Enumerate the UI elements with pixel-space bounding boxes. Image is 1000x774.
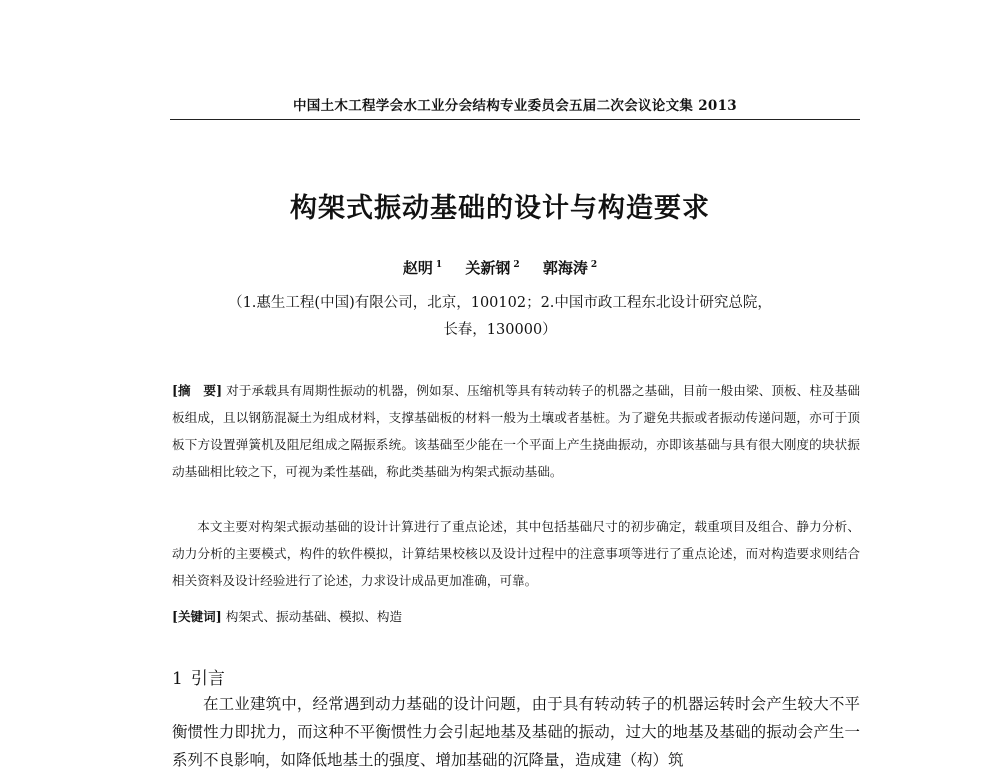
author-affiliation-mark: 2 <box>513 260 520 270</box>
author <box>543 259 597 277</box>
affiliation-line: 长春，130000） <box>443 322 557 338</box>
abstract-paragraph <box>172 377 860 485</box>
author-affiliation-mark: 2 <box>590 260 598 270</box>
section-title: 引言 <box>190 669 225 689</box>
body-paragraph: 在工业建筑中，经常遇到动力基础的设计问题，由于具有转动转子的机器运转时会产生较大不平衡惯性力即扰力，而这种不平衡惯性力会引起地基及基础的振动，过大的地基及基础的振动会产生一系列不良影响，如降低地基土的强度、增加基础的沉降量，造成建（构）筑 <box>172 695 860 769</box>
author-affiliation-mark: 1 <box>435 260 443 270</box>
keywords <box>172 603 860 630</box>
affiliation-line: （1.惠生工程(中国)有限公司，北京，100102；2.中国市政工程东北设计研究总院， <box>228 295 772 311</box>
section-heading <box>172 664 225 689</box>
section-number: 1 <box>172 669 183 689</box>
running-header: 中国土木工程学会水工业分会结构专业委员会五届二次会议论文集 2013 <box>170 94 860 120</box>
keywords-text: 构架式、振动基础、模拟、构造 <box>225 609 403 624</box>
keywords-label: [关键词] <box>172 609 222 624</box>
author <box>465 259 519 277</box>
abstract-label: [摘 要] <box>172 383 223 398</box>
author-name: 赵明 <box>402 259 433 277</box>
author-name: 郭海涛 <box>542 259 588 277</box>
paper-title: 构架式振动基础的设计与构造要求 <box>290 193 710 224</box>
author-list <box>0 257 1000 278</box>
author <box>403 259 442 277</box>
author-name: 关新钢 <box>465 259 511 277</box>
abstract-text: 对于承载具有周期性振动的机器，例如泵、压缩机等具有转动转子的机器之基础，目前一般由梁、顶板、柱及基础板组成，且以钢筋混凝土为组成材料，支撑基础板的材料一般为土壤或者基桩。为了避免共振或者振动传递问题，亦可于顶板下方设置弹簧机及阻尼组成之隔振系统。该基础至少能在一个平面上产生挠曲振动，亦即该基础与具有很大刚度的块状振动基础相比较之下，可视为柔性基础，称此类基础为构架式振动基础。 <box>172 383 860 479</box>
abstract-paragraph: 本文主要对构架式振动基础的设计计算进行了重点论述，其中包括基础尺寸的初步确定，载重项目及组合、静力分析、动力分析的主要模式，构件的软件模拟，计算结果校核以及设计过程中的注意事项等进行了重点论述，而对构造要求则结合相关资料及设计经验进行了论述，力求设计成品更加准确，可靠。 <box>172 519 860 588</box>
